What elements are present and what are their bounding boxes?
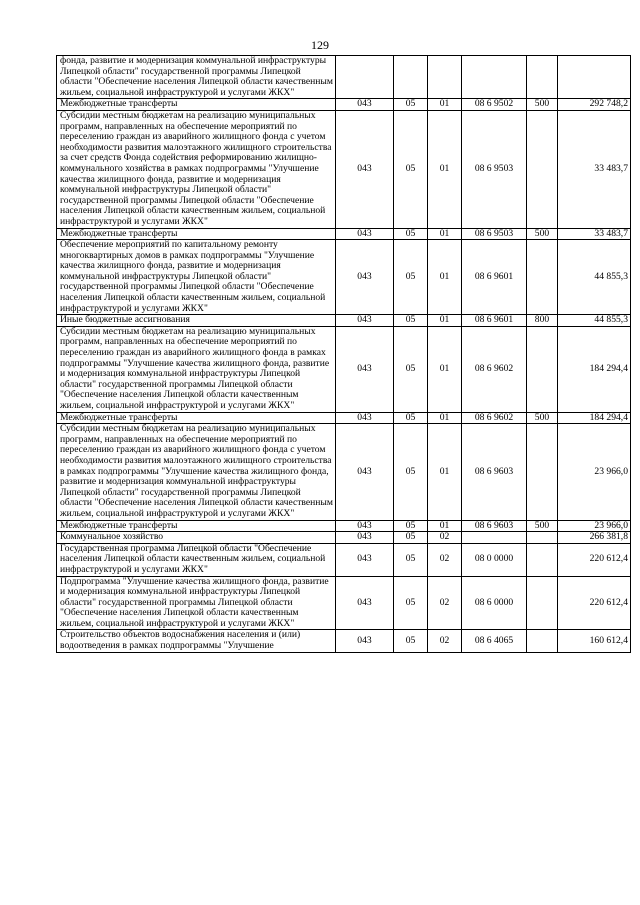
expense-type-cell bbox=[527, 543, 558, 576]
amount-cell: 160 612,4 bbox=[558, 630, 631, 652]
expense-type-cell bbox=[527, 240, 558, 315]
ministry-code-cell: 043 bbox=[336, 576, 394, 630]
subsection-code-cell: 01 bbox=[428, 326, 462, 412]
item-name-cell: фонда, развитие и модернизация коммунальной инфраструктуры Липецкой области" государственной программы Липецкой области "Обеспечение населения Липецкой области качественным жильем, социальной инфраструктурой и услугами ЖКХ" bbox=[57, 56, 336, 99]
subsection-code-cell: 01 bbox=[428, 520, 462, 532]
item-name-cell: Межбюджетные трансферты bbox=[57, 99, 336, 111]
table-row bbox=[57, 228, 631, 240]
subsection-code-cell: 01 bbox=[428, 240, 462, 315]
expense-type-cell bbox=[527, 576, 558, 630]
subsection-code-cell: 01 bbox=[428, 424, 462, 520]
ministry-code-cell: 043 bbox=[336, 412, 394, 424]
target-article-cell: 08 6 9503 bbox=[462, 228, 527, 240]
section-code-cell: 05 bbox=[394, 228, 428, 240]
page-number: 129 bbox=[311, 38, 329, 52]
ministry-code-cell: 043 bbox=[336, 99, 394, 111]
ministry-code-cell: 043 bbox=[336, 326, 394, 412]
section-code-cell: 05 bbox=[394, 412, 428, 424]
target-article-cell: 08 6 9502 bbox=[462, 99, 527, 111]
subsection-code-cell: 02 bbox=[428, 543, 462, 576]
section-code-cell: 05 bbox=[394, 326, 428, 412]
section-code-cell: 05 bbox=[394, 532, 428, 544]
table-row bbox=[57, 520, 631, 532]
item-name-cell: Иные бюджетные ассигнования bbox=[57, 315, 336, 327]
subsection-code-cell: 02 bbox=[428, 630, 462, 652]
section-code-cell: 05 bbox=[394, 520, 428, 532]
table-row bbox=[57, 543, 631, 576]
expense-type-cell bbox=[527, 424, 558, 520]
ministry-code-cell: 043 bbox=[336, 520, 394, 532]
subsection-code-cell: 02 bbox=[428, 532, 462, 544]
budget-table bbox=[56, 55, 631, 653]
amount-cell: 23 966,0 bbox=[558, 424, 631, 520]
target-article-cell: 08 6 9602 bbox=[462, 412, 527, 424]
target-article-cell: 08 0 0000 bbox=[462, 543, 527, 576]
target-article-cell: 08 6 4065 bbox=[462, 630, 527, 652]
expense-type-cell: 800 bbox=[527, 315, 558, 327]
ministry-code-cell: 043 bbox=[336, 630, 394, 652]
target-article-cell: 08 6 9503 bbox=[462, 110, 527, 228]
subsection-code-cell: 01 bbox=[428, 110, 462, 228]
item-name-cell: Коммунальное хозяйство bbox=[57, 532, 336, 544]
item-name-cell: Строительство объектов водоснабжения населения и (или) водоотведения в рамках подпрограммы "Улучшение bbox=[57, 630, 336, 652]
target-article-cell: 08 6 9601 bbox=[462, 240, 527, 315]
subsection-code-cell: 01 bbox=[428, 315, 462, 327]
section-code-cell: 05 bbox=[394, 99, 428, 111]
subsection-code-cell: 01 bbox=[428, 99, 462, 111]
amount-cell: 44 855,3 bbox=[558, 315, 631, 327]
ministry-code-cell: 043 bbox=[336, 110, 394, 228]
ministry-code-cell: 043 bbox=[336, 543, 394, 576]
ministry-code-cell: 043 bbox=[336, 240, 394, 315]
table-row bbox=[57, 532, 631, 544]
amount-cell: 184 294,4 bbox=[558, 412, 631, 424]
item-name-cell: Государственная программа Липецкой области "Обеспечение населения Липецкой области качественным жильем, социальной инфраструктурой и услугами ЖКХ" bbox=[57, 543, 336, 576]
expense-type-cell: 500 bbox=[527, 412, 558, 424]
amount-cell: 292 748,2 bbox=[558, 99, 631, 111]
table-row bbox=[57, 412, 631, 424]
expense-type-cell: 500 bbox=[527, 99, 558, 111]
target-article-cell: 08 6 9603 bbox=[462, 520, 527, 532]
item-name-cell: Межбюджетные трансферты bbox=[57, 520, 336, 532]
section-code-cell bbox=[394, 56, 428, 99]
table-row bbox=[57, 56, 631, 99]
ministry-code-cell: 043 bbox=[336, 424, 394, 520]
amount-cell: 184 294,4 bbox=[558, 326, 631, 412]
expense-type-cell bbox=[527, 630, 558, 652]
table-row bbox=[57, 576, 631, 630]
ministry-code-cell: 043 bbox=[336, 532, 394, 544]
table-row bbox=[57, 110, 631, 228]
expense-type-cell bbox=[527, 56, 558, 99]
expense-type-cell bbox=[527, 532, 558, 544]
ministry-code-cell: 043 bbox=[336, 315, 394, 327]
amount-cell: 23 966,0 bbox=[558, 520, 631, 532]
expense-type-cell: 500 bbox=[527, 520, 558, 532]
section-code-cell: 05 bbox=[394, 315, 428, 327]
item-name-cell: Субсидии местным бюджетам на реализацию муниципальных программ, направленных на обеспечение мероприятий по переселению граждан из аварийного жилищного фонда в рамках подпрограммы "Улучшение качества жилищного фонда, развитие и модернизация коммунальной инфраструктуры Липецкой области" государственной программы Липецкой области "Обеспечение населения Липецкой области качественным жильем, социальной инфраструктурой и услугами ЖКХ" bbox=[57, 326, 336, 412]
table-row bbox=[57, 630, 631, 652]
section-code-cell: 05 bbox=[394, 110, 428, 228]
amount-cell bbox=[558, 56, 631, 99]
item-name-cell: Межбюджетные трансферты bbox=[57, 412, 336, 424]
subsection-code-cell: 02 bbox=[428, 576, 462, 630]
item-name-cell: Субсидии местным бюджетам на реализацию муниципальных программ, направленных на обеспечение мероприятий по переселению граждан из аварийного жилищного фонда с учетом необходимости развития малоэтажного жилищного строительства в рамках подпрограммы "Улучшение качества жилищного фонда, развитие и модернизация коммунальной инфраструктуры Липецкой области" государственной программы Липецкой области "Обеспечение населения Липецкой области качественным жильем, социальной инфраструктурой и услугами ЖКХ" bbox=[57, 424, 336, 520]
item-name-cell: Межбюджетные трансферты bbox=[57, 228, 336, 240]
item-name-cell: Обеспечение мероприятий по капитальному ремонту многоквартирных домов в рамках подпрограммы "Улучшение качества жилищного фонда, развитие и модернизация коммунальной инфраструктуры Липецкой области" государственной программы Липецкой области "Обеспечение населения Липецкой области качественным жильем, социальной инфраструктурой и услугами ЖКХ" bbox=[57, 240, 336, 315]
item-name-cell: Подпрограмма "Улучшение качества жилищного фонда, развитие и модернизация коммунальной инфраструктуры Липецкой области" государственной программы Липецкой области "Обеспечение населения Липецкой области качественным жильем, социальной инфраструктурой и услугами ЖКХ" bbox=[57, 576, 336, 630]
target-article-cell bbox=[462, 56, 527, 99]
target-article-cell bbox=[462, 532, 527, 544]
table-row bbox=[57, 326, 631, 412]
table-row bbox=[57, 315, 631, 327]
item-name-cell: Субсидии местным бюджетам на реализацию муниципальных программ, направленных на обеспечение мероприятий по переселению граждан из аварийного жилищного фонда с учетом необходимости развития малоэтажного жилищного строительства за счет средств Фонда содействия реформированию жилищно-коммунального хозяйства в рамках подпрограммы "Улучшение качества жилищного фонда, развитие и модернизация коммунальной инфраструктуры Липецкой области" государственной программы Липецкой области "Обеспечение населения Липецкой области качественным жильем, социальной инфраструктурой и услугами ЖКХ" bbox=[57, 110, 336, 228]
ministry-code-cell bbox=[336, 56, 394, 99]
amount-cell: 220 612,4 bbox=[558, 543, 631, 576]
expense-type-cell bbox=[527, 110, 558, 228]
amount-cell: 220 612,4 bbox=[558, 576, 631, 630]
amount-cell: 266 381,8 bbox=[558, 532, 631, 544]
target-article-cell: 08 6 9601 bbox=[462, 315, 527, 327]
subsection-code-cell bbox=[428, 56, 462, 99]
table-row bbox=[57, 99, 631, 111]
expense-type-cell: 500 bbox=[527, 228, 558, 240]
section-code-cell: 05 bbox=[394, 424, 428, 520]
expense-type-cell bbox=[527, 326, 558, 412]
section-code-cell: 05 bbox=[394, 576, 428, 630]
section-code-cell: 05 bbox=[394, 630, 428, 652]
table-row bbox=[57, 240, 631, 315]
budget-table-body bbox=[57, 56, 631, 653]
amount-cell: 33 483,7 bbox=[558, 110, 631, 228]
amount-cell: 44 855,3 bbox=[558, 240, 631, 315]
table-row bbox=[57, 424, 631, 520]
subsection-code-cell: 01 bbox=[428, 228, 462, 240]
target-article-cell: 08 6 9602 bbox=[462, 326, 527, 412]
amount-cell: 33 483,7 bbox=[558, 228, 631, 240]
section-code-cell: 05 bbox=[394, 240, 428, 315]
ministry-code-cell: 043 bbox=[336, 228, 394, 240]
target-article-cell: 08 6 0000 bbox=[462, 576, 527, 630]
section-code-cell: 05 bbox=[394, 543, 428, 576]
target-article-cell: 08 6 9603 bbox=[462, 424, 527, 520]
subsection-code-cell: 01 bbox=[428, 412, 462, 424]
